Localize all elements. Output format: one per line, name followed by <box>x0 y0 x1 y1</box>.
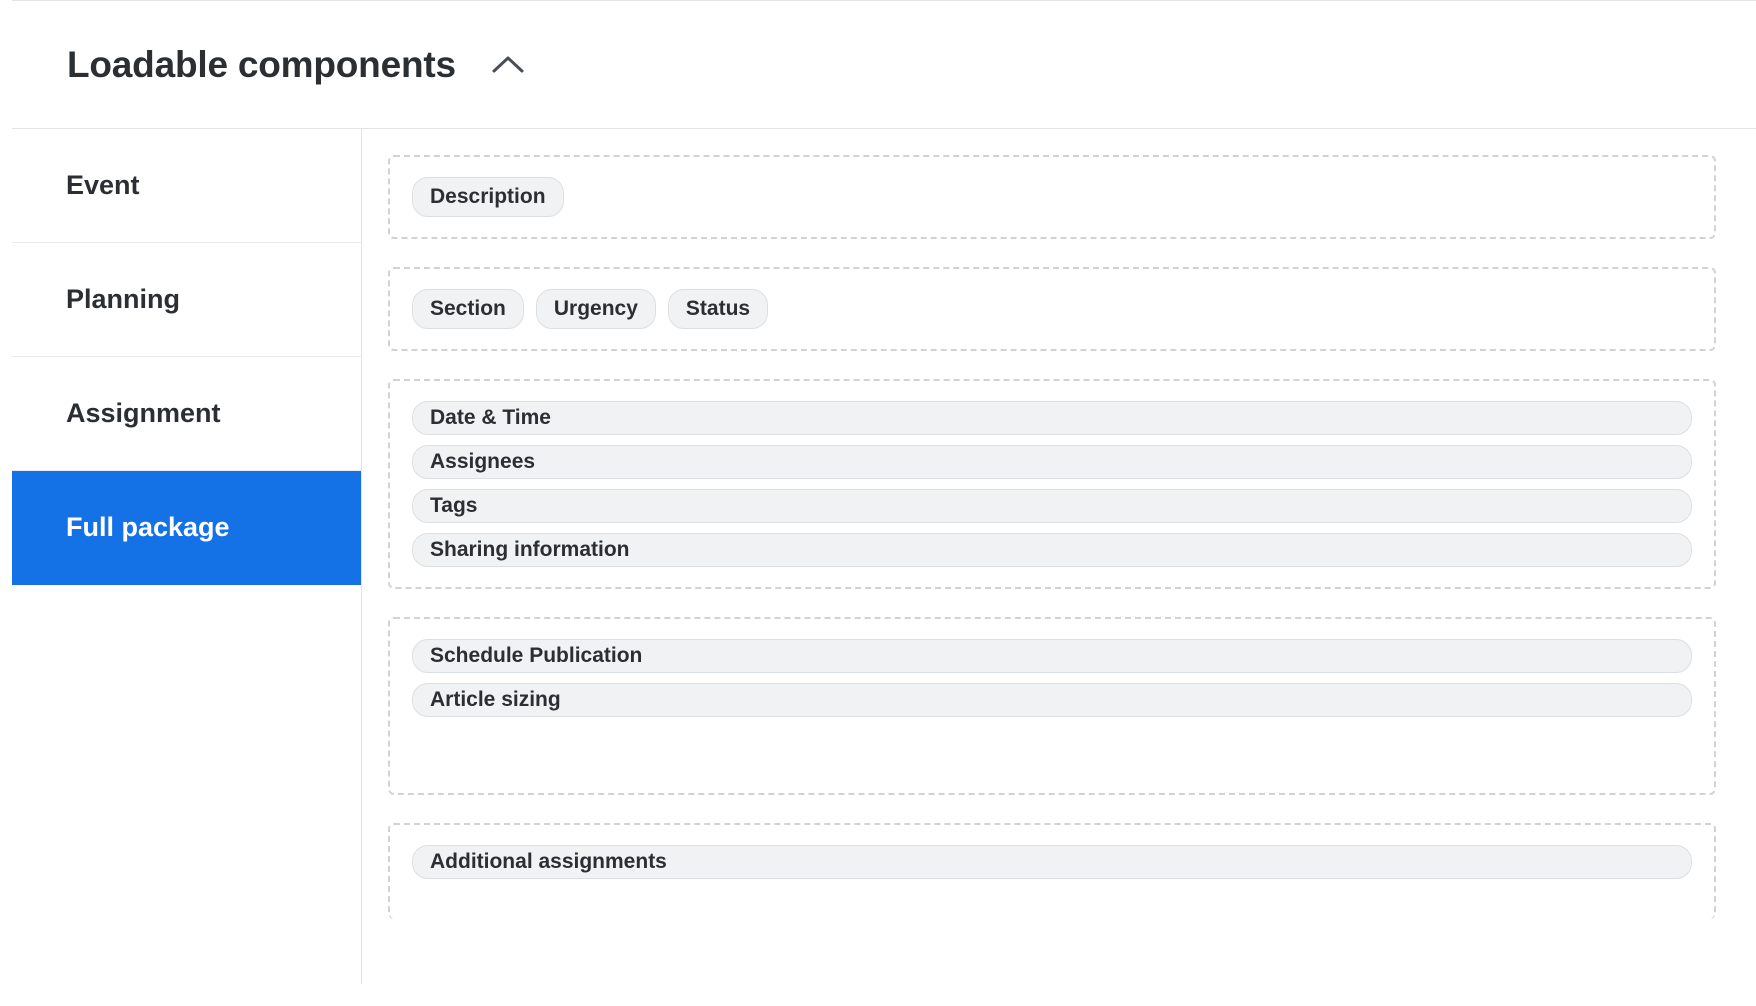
page-title: Loadable components <box>67 43 456 85</box>
chip-label: Urgency <box>553 297 638 320</box>
component-group-publication <box>388 617 1716 795</box>
bar-label: Assignees <box>430 450 536 473</box>
bar-label: Sharing information <box>430 538 630 561</box>
component-chip-status[interactable] <box>668 289 768 329</box>
bar-label: Date & Time <box>430 406 551 429</box>
sidebar-item-full-package[interactable] <box>12 471 361 585</box>
component-chip-section[interactable] <box>412 289 524 329</box>
component-bar-additional-assignments[interactable] <box>412 845 1692 879</box>
sidebar-item-assignment[interactable] <box>12 357 361 471</box>
component-bar-assignees[interactable] <box>412 445 1692 479</box>
chip-label: Description <box>430 185 546 208</box>
component-chip-description[interactable] <box>412 177 564 217</box>
sidebar-item-label: Full package <box>66 512 230 542</box>
component-bar-schedule-publication[interactable] <box>412 639 1692 673</box>
chip-label: Section <box>430 297 506 320</box>
panel-header <box>12 1 1756 129</box>
bar-label: Tags <box>430 494 478 517</box>
component-bar-tags[interactable] <box>412 489 1692 523</box>
component-bar-article-sizing[interactable] <box>412 683 1692 717</box>
sidebar-item-label: Assignment <box>66 398 221 428</box>
sidebar <box>12 129 362 984</box>
sidebar-item-planning[interactable] <box>12 243 361 357</box>
chip-label: Status <box>685 297 751 320</box>
component-chip-urgency[interactable] <box>536 289 656 329</box>
component-group-additional <box>388 823 1716 919</box>
component-group-metadata <box>388 267 1716 351</box>
component-group-description <box>388 155 1716 239</box>
sidebar-item-label: Planning <box>66 284 180 314</box>
component-group-details <box>388 379 1716 589</box>
bar-label: Article sizing <box>430 688 561 711</box>
sidebar-item-event[interactable] <box>12 129 361 243</box>
component-bar-sharing-information[interactable] <box>412 533 1692 567</box>
bar-label: Additional assignments <box>430 850 667 873</box>
component-bar-date-time[interactable] <box>412 401 1692 435</box>
sidebar-item-label: Event <box>66 170 140 200</box>
bar-label: Schedule Publication <box>430 644 643 667</box>
panel-body <box>12 129 1756 984</box>
components-list <box>362 129 1756 984</box>
chevron-up-icon[interactable] <box>486 43 530 87</box>
